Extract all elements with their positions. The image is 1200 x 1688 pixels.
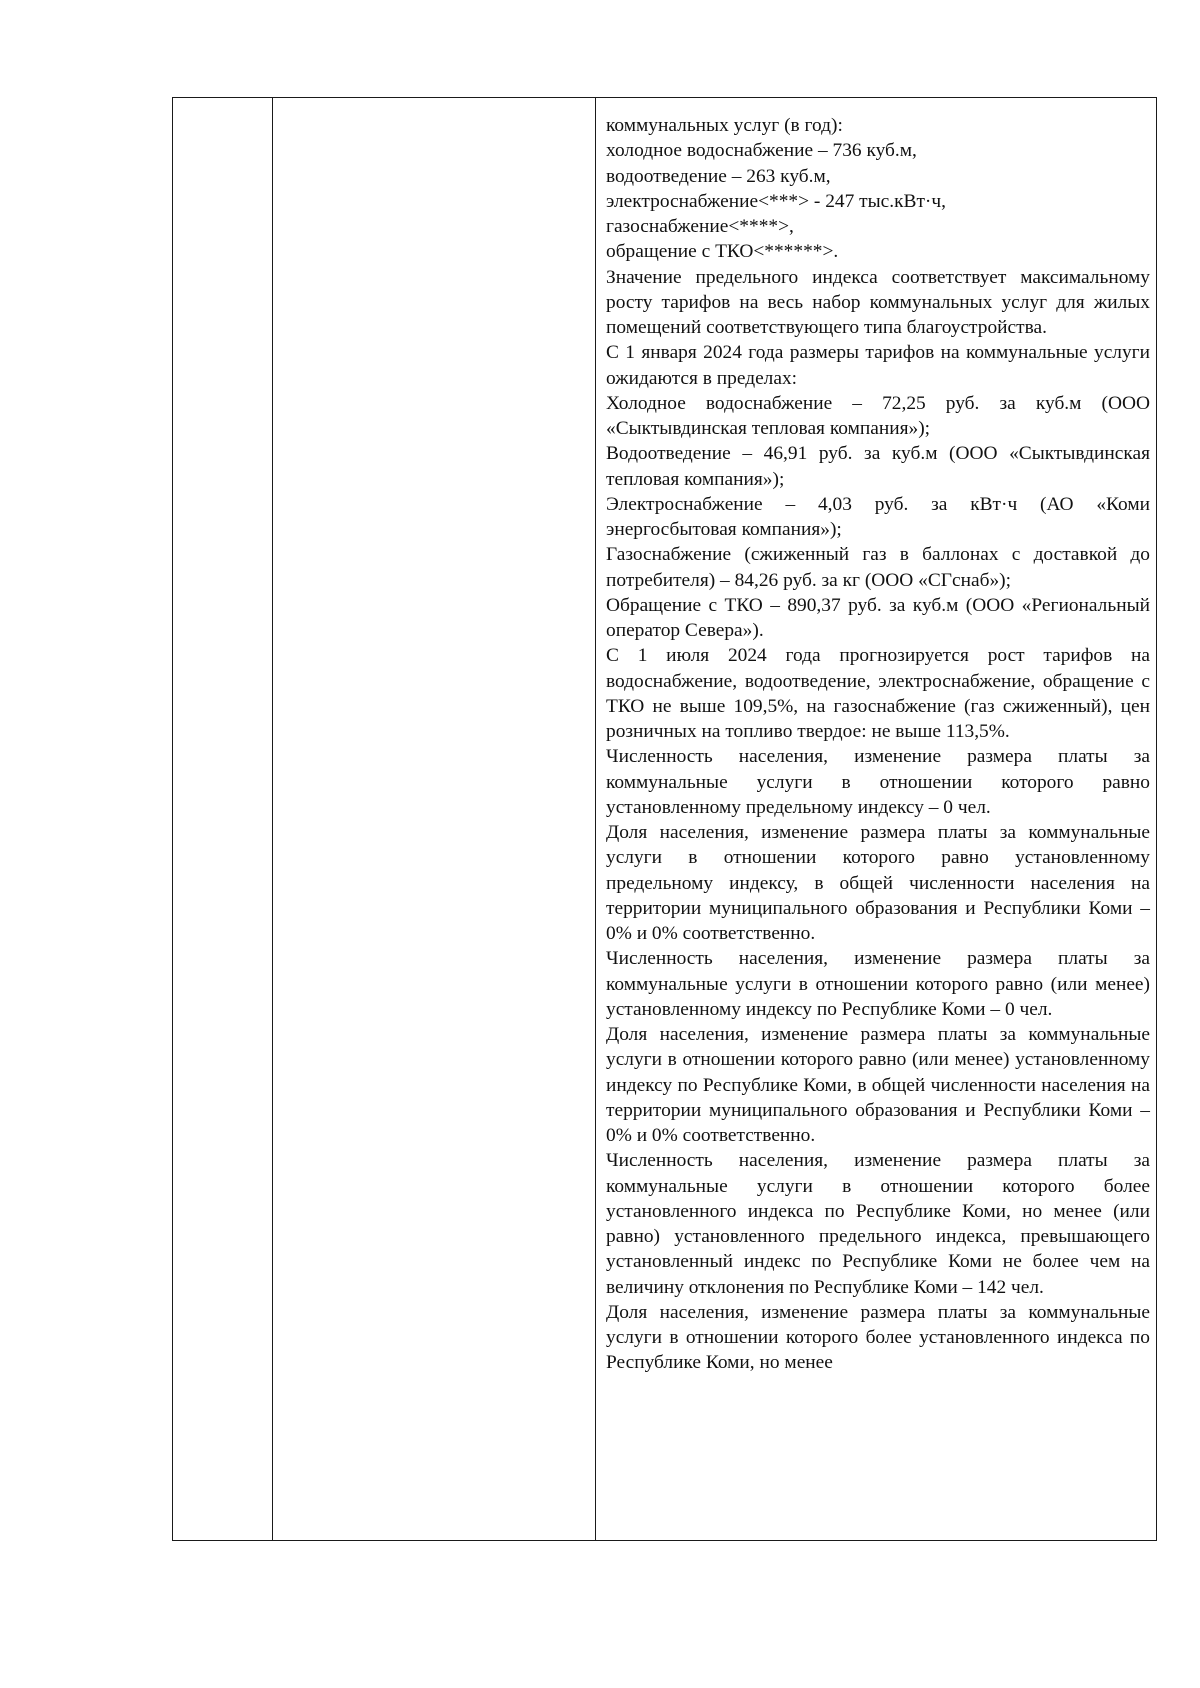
paragraph: Численность населения, изменение размера платы за коммунальные услуги в отношении которого равно (или менее) установленному индексу по Республике Коми – 0 чел. — [606, 948, 1150, 1020]
intro-line: электроснабжение<***> - 247 тыс.кВт·ч, — [606, 190, 946, 212]
paragraph: Доля населения, изменение размера платы за коммунальные услуги в отношении которого равно установленному предельному индексу, в общей численности населения на территории муниципального образования и Республики Коми – 0% и 0% соответственно. — [606, 822, 1150, 944]
paragraph: Газоснабжение (сжиженный газ в баллонах с доставкой до потребителя) – 84,26 руб. за кг (ООО «СГснаб»); — [606, 544, 1150, 591]
intro-line: водоотведение – 263 куб.м, — [606, 165, 831, 187]
table-cell-description — [596, 98, 1157, 1541]
paragraph: С 1 января 2024 года размеры тарифов на коммунальные услуги ожидаются в пределах: — [606, 342, 1150, 389]
paragraph: Численность населения, изменение размера платы за коммунальные услуги в отношении которого равно установленному предельному индексу – 0 чел. — [606, 746, 1150, 818]
paragraph: Доля населения, изменение размера платы за коммунальные услуги в отношении которого более установленного индекса по Республике Коми, но менее — [606, 1301, 1150, 1374]
paragraph: Холодное водоснабжение – 72,25 руб. за куб.м (ООО «Сыктывдинская тепловая компания»); — [606, 392, 1150, 439]
intro-line: газоснабжение<****>, — [606, 216, 794, 237]
paragraph: С 1 июля 2024 года прогнозируется рост тарифов на водоснабжение, водоотведение, электроснабжение, обращение с ТКО не выше 109,5%, на газоснабжение (газ сжиженный), цен розничных на топливо твердое: не выше 113,5%. — [606, 645, 1150, 742]
document-table — [172, 97, 1157, 1541]
table-row — [173, 98, 1157, 1541]
paragraph: Доля населения, изменение размера платы за коммунальные услуги в отношении которого равно (или менее) установленному индексу по Республике Коми, в общей численности населения на территории муниципального образования и Республики Коми – 0% и 0% соответственно. — [606, 1024, 1150, 1146]
paragraph: Численность населения, изменение размера платы за коммунальные услуги в отношении которого более установленного индекса по Республике Коми, но менее (или равно) установленного предельного индекса, превышающего установленный индекс по Республике Коми не более чем на величину отклонения по Республике Коми – 142 чел. — [606, 1150, 1150, 1298]
paragraph: Водоотведение – 46,91 руб. за куб.м (ООО «Сыктывдинская тепловая компания»); — [606, 443, 1150, 490]
intro-line: коммунальных услуг (в год): — [606, 115, 843, 136]
intro-line: холодное водоснабжение – 736 куб.м, — [606, 140, 917, 162]
intro-line: обращение с ТКО<******>. — [606, 241, 839, 263]
cell-content — [596, 98, 1156, 1376]
paragraph: Значение предельного индекса соответствует максимальному росту тарифов на весь набор коммунальных услуг для жилых помещений соответствующего типа благоустройства. — [606, 266, 1150, 338]
paragraph: Электроснабжение – 4,03 руб. за кВт·ч (АО «Коми энергосбытовая компания»); — [606, 493, 1150, 540]
table-cell-number — [173, 98, 273, 1541]
table-cell-indicator — [273, 98, 596, 1541]
paragraph: Обращение с ТКО – 890,37 руб. за куб.м (ООО «Региональный оператор Севера»). — [606, 594, 1150, 641]
